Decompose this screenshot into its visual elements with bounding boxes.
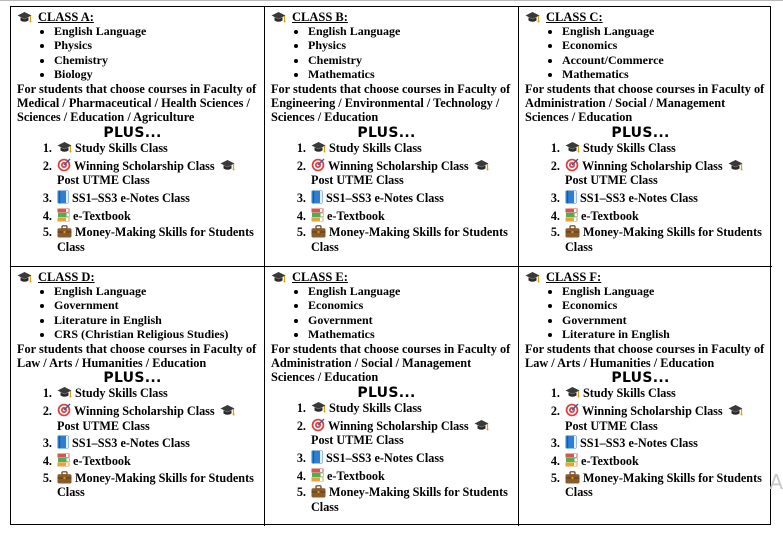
extra-course-text: SS1–SS3 e-Notes Class bbox=[580, 436, 698, 451]
plus-label: PLUS... bbox=[103, 370, 162, 387]
blue-book-icon bbox=[311, 450, 323, 464]
extra-course-item bbox=[55, 225, 260, 254]
books-stack-icon bbox=[311, 208, 324, 222]
plus-label: PLUS... bbox=[611, 370, 670, 387]
extras-list bbox=[17, 141, 260, 254]
plus-label: PLUS... bbox=[611, 124, 670, 141]
extra-course-text: Winning Scholarship Class bbox=[328, 158, 469, 173]
extra-course-item bbox=[55, 158, 260, 188]
extra-course-text: Money-Making Skills for Students Class bbox=[565, 471, 762, 500]
graduation-cap-icon bbox=[220, 159, 235, 172]
subject-item: • English Language bbox=[308, 284, 514, 298]
briefcase-icon bbox=[311, 225, 326, 238]
plus-label: PLUS... bbox=[357, 124, 416, 141]
books-stack-icon bbox=[57, 453, 70, 467]
subject-list bbox=[525, 284, 768, 342]
subject-item: • English Language bbox=[54, 24, 260, 38]
graduation-cap-icon bbox=[271, 11, 286, 24]
class-title bbox=[271, 10, 514, 24]
class-title-text: CLASS E: bbox=[292, 270, 348, 284]
briefcase-icon bbox=[565, 471, 580, 484]
extra-course-text-line2: Post UTME Class bbox=[565, 173, 658, 188]
extra-course-item bbox=[563, 386, 768, 400]
subject-item: • English Language bbox=[562, 24, 768, 38]
plus-label: PLUS... bbox=[357, 384, 416, 401]
graduation-cap-icon bbox=[565, 386, 580, 399]
extra-course-item bbox=[563, 141, 768, 155]
extra-course-item bbox=[55, 471, 260, 500]
extra-course-item bbox=[309, 418, 514, 448]
extra-course-item bbox=[563, 208, 768, 223]
subject-item: • Account/Commerce bbox=[562, 53, 768, 67]
extra-course-item bbox=[309, 190, 514, 205]
subject-list bbox=[271, 284, 514, 342]
class-cell-classe bbox=[265, 267, 519, 526]
extra-course-text: SS1–SS3 e-Notes Class bbox=[72, 190, 190, 205]
extra-course-text-line2: Post UTME Class bbox=[311, 433, 404, 448]
subject-list bbox=[17, 24, 260, 82]
subject-item: • English Language bbox=[54, 284, 260, 298]
extra-course-item bbox=[309, 225, 514, 254]
extra-course-text: SS1–SS3 e-Notes Class bbox=[580, 190, 698, 205]
graduation-cap-icon bbox=[17, 11, 32, 24]
extra-course-item bbox=[309, 485, 514, 514]
blue-book-icon bbox=[57, 435, 69, 449]
extra-course-text: Winning Scholarship Class bbox=[74, 158, 215, 173]
extra-course-text-line2: Post UTME Class bbox=[311, 173, 404, 188]
extra-course-text: e-Textbook bbox=[581, 454, 639, 469]
class-title bbox=[525, 10, 768, 24]
briefcase-icon bbox=[57, 225, 72, 238]
subject-item: • Physics bbox=[308, 38, 514, 52]
subject-item: • Government bbox=[562, 313, 768, 327]
extra-course-text: Study Skills Class bbox=[583, 386, 676, 401]
class-title bbox=[525, 270, 768, 284]
watermark-letter: A bbox=[769, 470, 783, 494]
target-icon bbox=[311, 418, 325, 432]
target-icon bbox=[311, 158, 325, 172]
subject-item: • Mathematics bbox=[308, 327, 514, 341]
graduation-cap-icon bbox=[474, 159, 489, 172]
extra-course-item bbox=[309, 208, 514, 223]
extra-course-item bbox=[309, 401, 514, 415]
extras-list bbox=[271, 401, 514, 514]
extra-course-text: Study Skills Class bbox=[583, 140, 676, 155]
books-stack-icon bbox=[311, 468, 324, 482]
class-title bbox=[271, 270, 514, 284]
extra-course-text: Winning Scholarship Class bbox=[328, 418, 469, 433]
extra-course-text: Money-Making Skills for Students Class bbox=[57, 225, 254, 254]
extra-course-item bbox=[563, 403, 768, 433]
extra-course-item bbox=[563, 435, 768, 450]
faculty-description: For students that choose courses in Faculty of Engineering / Environmental / Technology / Sciences / Education bbox=[271, 81, 511, 125]
extra-course-text: e-Textbook bbox=[327, 468, 385, 483]
target-icon bbox=[565, 158, 579, 172]
class-cell-classc bbox=[519, 7, 772, 267]
extra-course-item bbox=[55, 141, 260, 155]
extra-course-text: Winning Scholarship Class bbox=[582, 404, 723, 419]
graduation-cap-icon bbox=[728, 404, 743, 417]
graduation-cap-icon bbox=[525, 11, 540, 24]
briefcase-icon bbox=[57, 471, 72, 484]
subject-item: • Chemistry bbox=[308, 53, 514, 67]
class-cell-classd bbox=[11, 267, 265, 526]
graduation-cap-icon bbox=[728, 159, 743, 172]
graduation-cap-icon bbox=[17, 271, 32, 284]
subject-item: • Economics bbox=[562, 38, 768, 52]
extras-list bbox=[525, 386, 768, 499]
class-title-text: CLASS B: bbox=[292, 10, 348, 24]
extra-course-text: e-Textbook bbox=[73, 208, 131, 223]
blue-book-icon bbox=[57, 190, 69, 204]
extra-course-text: Money-Making Skills for Students Class bbox=[311, 225, 508, 254]
extra-course-item bbox=[309, 158, 514, 188]
briefcase-icon bbox=[565, 225, 580, 238]
subject-list bbox=[271, 24, 514, 82]
class-title-text: CLASS F: bbox=[546, 270, 602, 284]
class-cell-classf bbox=[519, 267, 772, 526]
subject-item: • Government bbox=[54, 298, 260, 312]
extra-course-item bbox=[55, 435, 260, 450]
extra-course-text: e-Textbook bbox=[581, 208, 639, 223]
graduation-cap-icon bbox=[474, 419, 489, 432]
graduation-cap-icon bbox=[525, 271, 540, 284]
subject-item: • Literature in English bbox=[562, 327, 768, 341]
subject-item: • Physics bbox=[54, 38, 260, 52]
extra-course-text: Study Skills Class bbox=[75, 386, 168, 401]
faculty-description: For students that choose courses in Faculty of Law / Arts / Humanities / Education bbox=[525, 341, 765, 371]
extra-course-text-line2: Post UTME Class bbox=[57, 418, 150, 433]
subject-item: • Literature in English bbox=[54, 313, 260, 327]
extra-course-text: Money-Making Skills for Students Class bbox=[57, 471, 254, 500]
graduation-cap-icon bbox=[271, 271, 286, 284]
books-stack-icon bbox=[57, 208, 70, 222]
extra-course-item bbox=[55, 208, 260, 223]
target-icon bbox=[57, 158, 71, 172]
class-cell-classa bbox=[11, 7, 265, 267]
graduation-cap-icon bbox=[220, 404, 235, 417]
extra-course-item bbox=[309, 450, 514, 465]
class-title-text: CLASS C: bbox=[546, 10, 603, 24]
extra-course-text-line2: Post UTME Class bbox=[57, 173, 150, 188]
subject-item: • English Language bbox=[308, 24, 514, 38]
extra-course-item bbox=[55, 453, 260, 468]
extra-course-text: SS1–SS3 e-Notes Class bbox=[326, 450, 444, 465]
extra-course-text-line2: Post UTME Class bbox=[565, 418, 658, 433]
extras-list bbox=[271, 141, 514, 254]
class-table bbox=[10, 6, 771, 525]
subject-item: • Government bbox=[308, 313, 514, 327]
extra-course-item bbox=[563, 453, 768, 468]
extra-course-item bbox=[563, 471, 768, 500]
extras-list bbox=[17, 386, 260, 499]
graduation-cap-icon bbox=[57, 386, 72, 399]
subject-item: • Economics bbox=[308, 298, 514, 312]
subject-item: • Biology bbox=[54, 67, 260, 81]
class-title bbox=[17, 270, 260, 284]
graduation-cap-icon bbox=[57, 141, 72, 154]
class-title-text: CLASS A: bbox=[38, 10, 94, 24]
extra-course-text: e-Textbook bbox=[73, 454, 131, 469]
subject-list bbox=[525, 24, 768, 82]
graduation-cap-icon bbox=[565, 141, 580, 154]
extras-list bbox=[525, 141, 768, 254]
extra-course-text: Money-Making Skills for Students Class bbox=[311, 485, 508, 514]
target-icon bbox=[565, 403, 579, 417]
extra-course-text: Winning Scholarship Class bbox=[74, 404, 215, 419]
faculty-description: For students that choose courses in Faculty of Law / Arts / Humanities / Education bbox=[17, 341, 257, 371]
subject-item: • English Language bbox=[562, 284, 768, 298]
extra-course-item bbox=[55, 403, 260, 433]
class-cell-classb bbox=[265, 7, 519, 267]
books-stack-icon bbox=[565, 208, 578, 222]
extra-course-item bbox=[309, 468, 514, 483]
briefcase-icon bbox=[311, 485, 326, 498]
extra-course-item bbox=[55, 386, 260, 400]
extra-course-text: Study Skills Class bbox=[329, 140, 422, 155]
subject-list bbox=[17, 284, 260, 342]
faculty-description: For students that choose courses in Faculty of Administration / Social / Management Sciences / Education bbox=[271, 341, 511, 385]
extra-course-text: Study Skills Class bbox=[329, 400, 422, 415]
blue-book-icon bbox=[565, 190, 577, 204]
faculty-description: For students that choose courses in Faculty of Administration / Social / Management Sciences / Education bbox=[525, 81, 765, 125]
graduation-cap-icon bbox=[311, 401, 326, 414]
extra-course-text: SS1–SS3 e-Notes Class bbox=[326, 190, 444, 205]
extra-course-item bbox=[563, 190, 768, 205]
graduation-cap-icon bbox=[311, 141, 326, 154]
extra-course-text: Study Skills Class bbox=[75, 140, 168, 155]
subject-item: • Chemistry bbox=[54, 53, 260, 67]
subject-item: • Economics bbox=[562, 298, 768, 312]
plus-label: PLUS... bbox=[103, 124, 162, 141]
extra-course-text: Winning Scholarship Class bbox=[582, 158, 723, 173]
target-icon bbox=[57, 403, 71, 417]
books-stack-icon bbox=[565, 453, 578, 467]
subject-item: • CRS (Christian Religious Studies) bbox=[54, 327, 260, 341]
extra-course-item bbox=[563, 225, 768, 254]
subject-item: • Mathematics bbox=[308, 67, 514, 81]
class-title-text: CLASS D: bbox=[38, 270, 95, 284]
blue-book-icon bbox=[311, 190, 323, 204]
extra-course-text: Money-Making Skills for Students Class bbox=[565, 225, 762, 254]
extra-course-text: e-Textbook bbox=[327, 208, 385, 223]
blue-book-icon bbox=[565, 435, 577, 449]
extra-course-item bbox=[55, 190, 260, 205]
class-title bbox=[17, 10, 260, 24]
extra-course-item bbox=[563, 158, 768, 188]
faculty-description: For students that choose courses in Faculty of Medical / Pharmaceutical / Health Sciences / Sciences / Education / Agriculture bbox=[17, 81, 257, 125]
extra-course-text: SS1–SS3 e-Notes Class bbox=[72, 436, 190, 451]
subject-item: • Mathematics bbox=[562, 67, 768, 81]
extra-course-item bbox=[309, 141, 514, 155]
